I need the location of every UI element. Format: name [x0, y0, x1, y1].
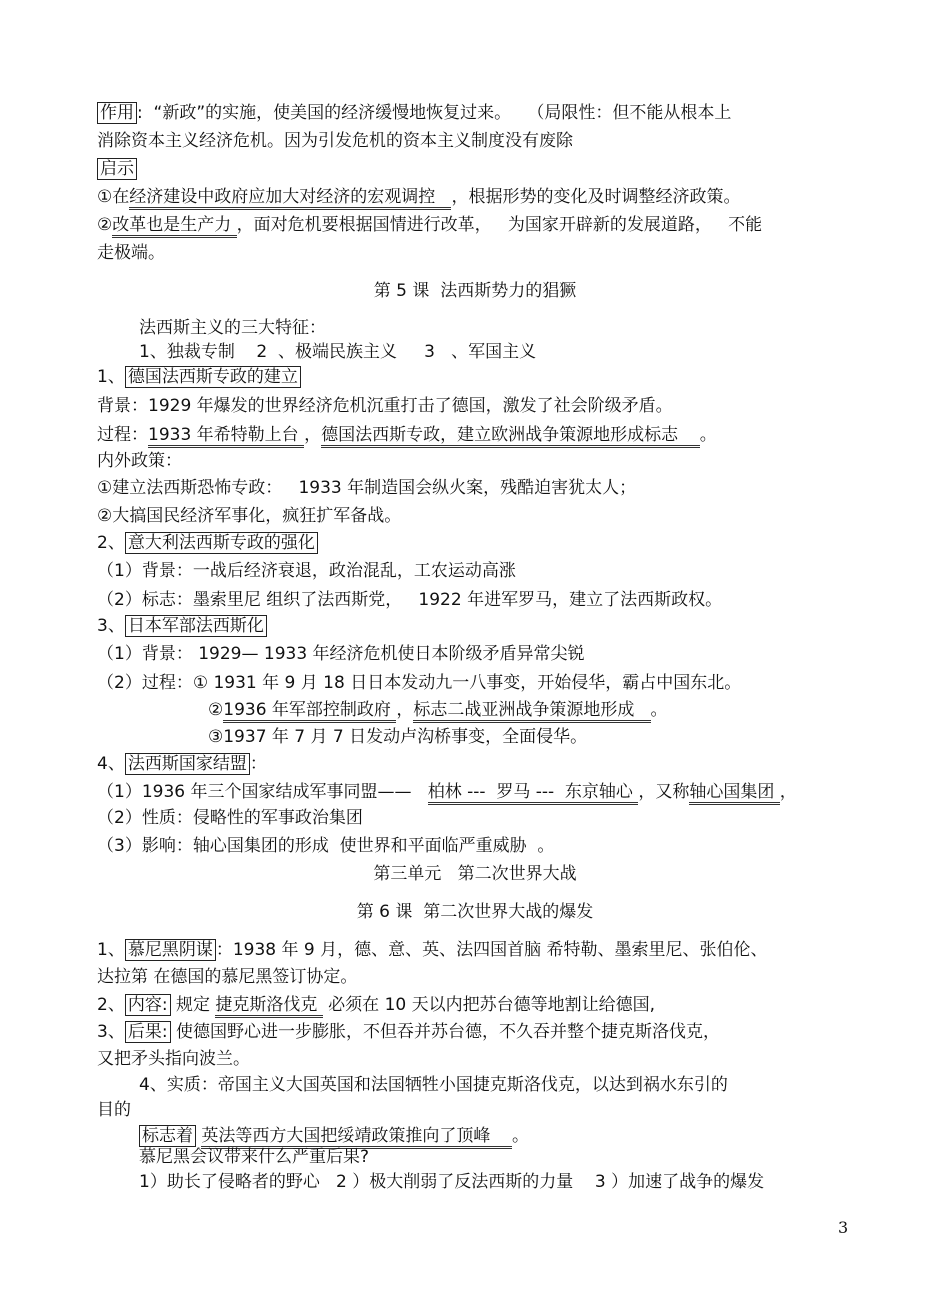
sign-label: 标志着 — [139, 1125, 196, 1147]
item-1-cont: 达拉第 在德国的慕尼黑签订协定。 — [97, 967, 358, 987]
item-2-label: 内容: — [125, 994, 171, 1016]
item-2-pre: 规定 — [170, 995, 216, 1015]
lesson5-title: 第 5 课 法西斯势力的猖獗 — [373, 281, 577, 301]
zuoyong-colon: : — [137, 103, 154, 123]
s4-1-mid: ，又称 — [638, 782, 690, 802]
section-2-background: （1）背景：一战后经济衰退，政治混乱，工农运动高涨 — [97, 561, 516, 581]
section-2-sign: （2）标志：墨索里尼 组织了法西斯党， 1922 年进军罗马，建立了法西斯政权。 — [97, 590, 723, 610]
section-3-process-1: （2）过程：① 1931 年 9 月 18 日日本发动九一八事变，开始侵华，霸占中国东北。 — [97, 673, 742, 693]
s3-process2-mid: ， — [396, 700, 414, 720]
sign-post: 。 — [512, 1126, 530, 1146]
section-2-title: 意大利法西斯专政的强化 — [125, 532, 318, 554]
section-1-heading — [97, 365, 301, 389]
item-3-text: 使德国野心进一步膨胀，不但吞并苏台德，不久吞并整个捷克斯洛伐克， — [170, 1022, 720, 1042]
qishi-line — [97, 157, 137, 181]
question-answer: 1）助长了侵略者的野心 2 ）极大削弱了反法西斯的力量 3 ）加速了战争的爆发 — [139, 1172, 765, 1192]
qishi-item-2 — [97, 213, 762, 237]
page-number: 3 — [838, 1218, 849, 1237]
s1-process-pre: 过程： — [97, 425, 148, 445]
zuoyong-line — [97, 101, 731, 125]
section-3-process-3: ③1937 年 7 月 7 日发动卢沟桥事变，全面侵华。 — [208, 727, 588, 747]
section-4-item-2: （2）性质：侵略性的军事政治集团 — [97, 808, 363, 828]
q2-pre: ② — [97, 215, 113, 235]
item-1-text: ：1938 年 9 月，德、意、英、法四国首脑 希特勒、墨索里尼、张伯伦、 — [215, 940, 768, 960]
features-list: 1、独裁专制 2 、极端民族主义 3 、军国主义 — [139, 342, 537, 362]
item-1-number: 1、 — [97, 940, 125, 960]
item-4-line: 4、实质：帝国主义大国英国和法国牺牲小国捷克斯洛伐克，以达到祸水东引的 — [139, 1075, 728, 1095]
s4-1-post: ， — [779, 782, 797, 802]
item-2-number: 2、 — [97, 995, 125, 1015]
item-3-cont: 又把矛头指向波兰。 — [97, 1049, 250, 1069]
item-2-underlined: 捷克斯洛伐克 — [215, 995, 322, 1018]
qishi-label: 启示 — [97, 158, 137, 180]
section-1-policy-2: ②大搞国民经济军事化，疯狂扩军备战。 — [97, 506, 402, 526]
s1-process-post: 。 — [699, 425, 717, 445]
q2-post: ，面对危机要根据国情进行改革， 为国家开辟新的发展道路， 不能 — [236, 215, 763, 235]
item-2-line — [97, 993, 655, 1017]
section-4-item-3: （3）影响：轴心国集团的形成 使世界和平面临严重威胁 。 — [97, 836, 555, 856]
s1-process-mid: ， — [304, 425, 322, 445]
section-1-policy-title: 内外政策： — [97, 451, 182, 471]
s1-process-ul1: 1933 年希特勒上台 — [148, 425, 304, 448]
section-3-number: 3、 — [97, 616, 125, 636]
section-3-background: （1）背景： 1929— 1933 年经济危机使日本阶级矛盾异常尖锐 — [97, 644, 585, 664]
sign-underlined: 英法等西方大国把绥靖政策推向了顶峰 — [201, 1126, 512, 1149]
section-4-heading — [97, 752, 267, 776]
section-3-heading — [97, 614, 267, 638]
section-3-process-2 — [208, 698, 668, 722]
q2-underlined: 改革也是生产力 — [112, 215, 236, 238]
item-3-line — [97, 1020, 720, 1044]
q1-post: ，根据形势的变化及时调整经济政策。 — [451, 187, 741, 207]
features-title: 法西斯主义的三大特征： — [139, 318, 326, 338]
section-4-colon: ： — [249, 754, 267, 774]
item-2-post: 必须在 10 天以内把苏台德等地割让给德国, — [322, 995, 656, 1015]
s4-1-pre: （1）1936 年三个国家结成军事同盟—— — [97, 782, 428, 802]
q1-underlined: 经济建设中政府应加大对经济的宏观调控 — [129, 187, 451, 210]
item-3-number: 3、 — [97, 1022, 125, 1042]
section-2-heading — [97, 531, 318, 555]
section-1-background: 背景：1929 年爆发的世界经济危机沉重打击了德国，激发了社会阶级矛盾。 — [97, 396, 673, 416]
item-3-label: 后果: — [125, 1021, 171, 1043]
question-title: 慕尼黑会议带来什么严重后果? — [139, 1147, 370, 1167]
section-4-number: 4、 — [97, 754, 125, 774]
lesson6-title: 第 6 课 第二次世界大战的爆发 — [356, 902, 594, 922]
qishi-item-1 — [97, 185, 740, 209]
s3-process2-pre: ② — [208, 700, 224, 720]
q1-pre: ①在 — [97, 187, 130, 207]
s4-1-ul2: 轴心国集团 — [689, 782, 779, 805]
section-2-number: 2、 — [97, 533, 125, 553]
zuoyong-label: 作用 — [97, 102, 137, 124]
item-4-cont: 目的 — [97, 1100, 131, 1120]
qishi-item-2-cont: 走极端。 — [97, 243, 165, 263]
s4-1-ul1: 柏林 --- 罗马 --- 东京轴心 — [428, 782, 639, 805]
section-3-title: 日本军部法西斯化 — [125, 615, 267, 637]
s3-process2-ul2: 标志二战亚洲战争策源地形成 — [413, 700, 650, 723]
zuoyong-cont: 消除资本主义经济危机。因为引发危机的资本主义制度没有废除 — [97, 131, 573, 151]
s3-process2-post: 。 — [650, 700, 668, 720]
item-1-line — [97, 938, 768, 962]
zuoyong-text: “新政”的实施，使美国的经济缓慢地恢复过来。 （局限性：但不能从根本上 — [153, 103, 732, 123]
section-4-item-1 — [97, 780, 797, 804]
item-1-label: 慕尼黑阴谋 — [125, 939, 216, 961]
section-1-policy-1: ①建立法西斯恐怖专政： 1933 年制造国会纵火案，残酷迫害犹太人； — [97, 478, 637, 498]
section-1-process — [97, 423, 717, 447]
unit3-title: 第三单元 第二次世界大战 — [373, 864, 577, 884]
s3-process2-ul1: 1936 年军部控制政府 — [223, 700, 396, 723]
section-1-title: 德国法西斯专政的建立 — [125, 366, 301, 388]
section-4-title: 法西斯国家结盟 — [125, 753, 250, 775]
s1-process-ul2: 德国法西斯专政，建立欧洲战争策源地形成标志 — [321, 425, 700, 448]
section-1-number: 1、 — [97, 367, 125, 387]
